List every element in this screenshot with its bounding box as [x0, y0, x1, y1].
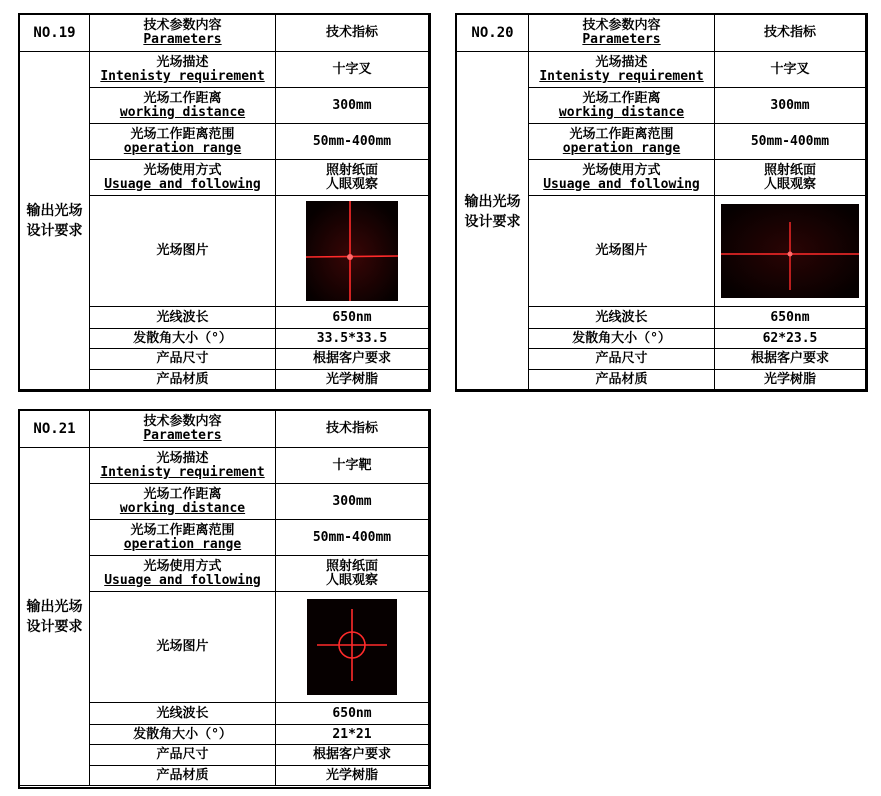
value-material: 光学树脂 [276, 370, 429, 390]
value-working-distance: 300mm [276, 484, 429, 520]
param-material: 产品材质 [529, 370, 715, 390]
value-header: 技术指标 [276, 411, 429, 448]
table-number: NO.21 [20, 411, 90, 448]
value-material: 光学树脂 [276, 766, 429, 786]
param-light-description: 光场描述 Intenisty requirement [529, 52, 715, 88]
param-operation-range: 光场工作距离范围 operation range [90, 124, 276, 160]
value-product-size: 根据客户要求 [715, 349, 866, 370]
spec-table-no19 [19, 14, 429, 390]
param-light-description: 光场描述 Intenisty requirement [90, 448, 276, 484]
param-usage: 光场使用方式 Usuage and following [90, 160, 276, 196]
param-header: 技术参数内容 Parameters [90, 15, 276, 52]
param-divergence-angle: 发散角大小（°） [529, 329, 715, 349]
light-pattern-cell [276, 592, 429, 703]
value-product-size: 根据客户要求 [276, 349, 429, 370]
value-material: 光学树脂 [715, 370, 866, 390]
param-light-image: 光场图片 [529, 196, 715, 307]
param-usage: 光场使用方式 Usuage and following [529, 160, 715, 196]
value-light-description: 十字靶 [276, 448, 429, 484]
value-divergence-angle: 33.5*33.5 [276, 329, 429, 349]
param-wavelength: 光线波长 [90, 703, 276, 725]
value-light-description: 十字叉 [276, 52, 429, 88]
spec-table-no20 [456, 14, 866, 390]
param-operation-range: 光场工作距离范围 operation range [529, 124, 715, 160]
value-operation-range: 50mm-400mm [276, 124, 429, 160]
value-header: 技术指标 [276, 15, 429, 52]
param-working-distance: 光场工作距离 working distance [90, 484, 276, 520]
param-header: 技术参数内容 Parameters [90, 411, 276, 448]
value-usage: 照射纸面 人眼观察 [715, 160, 866, 196]
table-number: NO.19 [20, 15, 90, 52]
param-divergence-angle: 发散角大小（°） [90, 725, 276, 745]
group-label: 输出光场 设计要求 [457, 52, 529, 390]
table-number: NO.20 [457, 15, 529, 52]
crosshair-target-laser-pattern-image [307, 599, 397, 695]
param-header: 技术参数内容 Parameters [529, 15, 715, 52]
param-product-size: 产品尺寸 [529, 349, 715, 370]
value-wavelength: 650nm [276, 703, 429, 725]
value-product-size: 根据客户要求 [276, 745, 429, 766]
param-divergence-angle: 发散角大小（°） [90, 329, 276, 349]
value-wavelength: 650nm [276, 307, 429, 329]
group-label: 输出光场 设计要求 [20, 448, 90, 786]
spec-table-no21 [19, 410, 429, 786]
value-light-description: 十字叉 [715, 52, 866, 88]
param-wavelength: 光线波长 [529, 307, 715, 329]
light-pattern-cell [715, 196, 866, 307]
value-working-distance: 300mm [715, 88, 866, 124]
cross-laser-pattern-image [306, 201, 398, 301]
value-operation-range: 50mm-400mm [715, 124, 866, 160]
light-pattern-cell [276, 196, 429, 307]
param-product-size: 产品尺寸 [90, 349, 276, 370]
param-light-image: 光场图片 [90, 592, 276, 703]
value-divergence-angle: 21*21 [276, 725, 429, 745]
param-light-image: 光场图片 [90, 196, 276, 307]
value-working-distance: 300mm [276, 88, 429, 124]
param-usage: 光场使用方式 Usuage and following [90, 556, 276, 592]
param-material: 产品材质 [90, 370, 276, 390]
param-working-distance: 光场工作距离 working distance [529, 88, 715, 124]
param-operation-range: 光场工作距离范围 operation range [90, 520, 276, 556]
group-label: 输出光场 设计要求 [20, 52, 90, 390]
param-working-distance: 光场工作距离 working distance [90, 88, 276, 124]
param-light-description: 光场描述 Intenisty requirement [90, 52, 276, 88]
param-product-size: 产品尺寸 [90, 745, 276, 766]
value-usage: 照射纸面 人眼观察 [276, 556, 429, 592]
value-wavelength: 650nm [715, 307, 866, 329]
value-header: 技术指标 [715, 15, 866, 52]
param-material: 产品材质 [90, 766, 276, 786]
value-divergence-angle: 62*23.5 [715, 329, 866, 349]
value-usage: 照射纸面 人眼观察 [276, 160, 429, 196]
param-wavelength: 光线波长 [90, 307, 276, 329]
value-operation-range: 50mm-400mm [276, 520, 429, 556]
wide-cross-laser-pattern-image [721, 204, 859, 298]
